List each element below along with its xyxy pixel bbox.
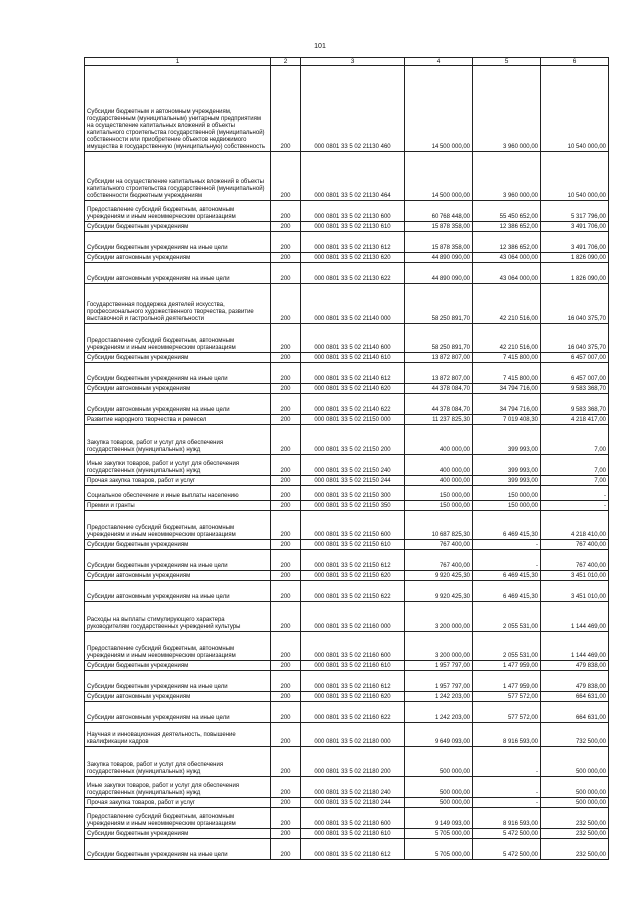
row-executed: 399 993,00	[473, 425, 541, 455]
row-remaining: 664 631,00	[541, 702, 609, 723]
row-code: 200	[271, 571, 301, 581]
row-code: 200	[271, 363, 301, 384]
row-kbk: 000 0801 33 5 02 21180 610	[301, 829, 405, 839]
row-code: 200	[271, 152, 301, 201]
row-kbk: 000 0801 33 5 02 21160 000	[301, 602, 405, 632]
table-row	[85, 571, 609, 581]
row-remaining: 3 451 010,00	[541, 581, 609, 602]
row-kbk: 000 0801 33 5 02 21160 622	[301, 702, 405, 723]
row-remaining: 7,00	[541, 455, 609, 476]
row-code: 200	[271, 253, 301, 263]
row-name: Иные закупки товаров, работ и услуг для обеспечения государственных (муниципальных) нужд	[85, 777, 271, 798]
row-name: Научная и инновационная деятельность, повышение квалификации кадров	[85, 723, 271, 747]
row-executed: 399 993,00	[473, 476, 541, 486]
row-remaining: 767 400,00	[541, 550, 609, 571]
row-code: 200	[271, 702, 301, 723]
row-remaining: 16 040 375,70	[541, 284, 609, 324]
row-executed: 7 019 408,30	[473, 415, 541, 425]
row-approved: 767 400,00	[405, 550, 473, 571]
table-header-row	[85, 58, 609, 66]
row-kbk: 000 0801 33 5 02 21150 622	[301, 581, 405, 602]
table-row	[85, 661, 609, 671]
row-remaining: 3 491 706,00	[541, 232, 609, 253]
row-executed: 1 477 959,00	[473, 671, 541, 692]
row-executed: 577 572,00	[473, 702, 541, 723]
row-name: Премии и гранты	[85, 501, 271, 511]
row-name: Иные закупки товаров, работ и услуг для обеспечения государственных (муниципальных) нужд	[85, 455, 271, 476]
row-name: Субсидии бюджетным учреждениям	[85, 222, 271, 232]
row-executed: 43 064 000,00	[473, 263, 541, 284]
row-kbk: 000 0801 33 5 02 21150 620	[301, 571, 405, 581]
row-remaining: 232 500,00	[541, 829, 609, 839]
table-row	[85, 692, 609, 702]
row-remaining: 6 457 007,00	[541, 363, 609, 384]
row-code: 200	[271, 808, 301, 829]
row-name: Субсидии автономным учреждениям на иные цели	[85, 702, 271, 723]
row-executed: 34 794 716,00	[473, 384, 541, 394]
row-remaining: 4 218 410,00	[541, 511, 609, 540]
row-executed: 2 055 531,00	[473, 602, 541, 632]
row-name: Субсидии автономным учреждениям	[85, 253, 271, 263]
row-remaining: 232 500,00	[541, 808, 609, 829]
row-kbk: 000 0801 33 5 02 21140 600	[301, 324, 405, 353]
row-code: 200	[271, 201, 301, 222]
row-name: Субсидии бюджетным учреждениям	[85, 829, 271, 839]
table-row	[85, 747, 609, 777]
row-code: 200	[271, 425, 301, 455]
row-code: 200	[271, 540, 301, 550]
row-remaining: 9 583 368,70	[541, 384, 609, 394]
row-approved: 150 000,00	[405, 486, 473, 501]
column-header: 1	[85, 58, 271, 66]
page-number: 101	[314, 43, 326, 50]
table-row	[85, 353, 609, 363]
table-row	[85, 455, 609, 476]
table-row	[85, 476, 609, 486]
row-name: Развитие народного творчества и ремесел	[85, 415, 271, 425]
row-executed: 55 450 652,00	[473, 201, 541, 222]
row-executed: 7 415 800,00	[473, 363, 541, 384]
row-executed: 6 469 415,30	[473, 581, 541, 602]
row-name: Субсидии автономным учреждениям на иные цели	[85, 581, 271, 602]
row-code: 200	[271, 263, 301, 284]
row-approved: 58 250 891,70	[405, 284, 473, 324]
row-approved: 15 878 358,00	[405, 222, 473, 232]
row-name: Социальное обеспечение и иные выплаты населению	[85, 486, 271, 501]
row-code: 200	[271, 747, 301, 777]
row-kbk: 000 0801 33 5 02 21150 610	[301, 540, 405, 550]
row-kbk: 000 0801 33 5 02 21130 622	[301, 263, 405, 284]
row-kbk: 000 0801 33 5 02 21150 200	[301, 425, 405, 455]
row-code: 200	[271, 232, 301, 253]
row-executed: -	[473, 777, 541, 798]
row-kbk: 000 0801 33 5 02 21150 350	[301, 501, 405, 511]
row-kbk: 000 0801 33 5 02 21180 240	[301, 777, 405, 798]
table-row	[85, 671, 609, 692]
row-name: Субсидии автономным учреждениям	[85, 692, 271, 702]
row-remaining: 6 457 007,00	[541, 353, 609, 363]
row-name: Государственная поддержка деятелей искусства, профессионального художественного творчества, развитие выставочной и гастрольной деятельности	[85, 284, 271, 324]
row-code: 200	[271, 324, 301, 353]
table-row	[85, 415, 609, 425]
row-remaining: -	[541, 501, 609, 511]
row-remaining: 1 826 090,00	[541, 263, 609, 284]
row-code: 200	[271, 284, 301, 324]
column-header: 2	[271, 58, 301, 66]
row-kbk: 000 0801 33 5 02 21140 622	[301, 394, 405, 415]
row-approved: 10 687 825,30	[405, 511, 473, 540]
row-kbk: 000 0801 33 5 02 21160 600	[301, 632, 405, 661]
row-approved: 9 920 425,30	[405, 581, 473, 602]
row-approved: 5 705 000,00	[405, 839, 473, 860]
row-kbk: 000 0801 33 5 02 21130 600	[301, 201, 405, 222]
table-row	[85, 253, 609, 263]
row-remaining: 9 583 368,70	[541, 394, 609, 415]
row-kbk: 000 0801 33 5 02 21150 240	[301, 455, 405, 476]
row-approved: 5 705 000,00	[405, 829, 473, 839]
table-row	[85, 284, 609, 324]
table-row	[85, 777, 609, 798]
row-approved: 150 000,00	[405, 501, 473, 511]
row-approved: 9 149 093,00	[405, 808, 473, 829]
column-header: 6	[541, 58, 609, 66]
row-remaining: 3 491 706,00	[541, 222, 609, 232]
row-approved: 1 242 203,00	[405, 692, 473, 702]
row-name: Закупка товаров, работ и услуг для обеспечения государственных (муниципальных) нужд	[85, 425, 271, 455]
row-approved: 14 500 000,00	[405, 152, 473, 201]
table-row	[85, 222, 609, 232]
table-row	[85, 550, 609, 571]
row-executed: 5 472 500,00	[473, 829, 541, 839]
row-approved: 15 878 358,00	[405, 232, 473, 253]
row-kbk: 000 0801 33 5 02 21160 610	[301, 661, 405, 671]
row-kbk: 000 0801 33 5 02 21130 460	[301, 66, 405, 152]
table-row	[85, 501, 609, 511]
row-kbk: 000 0801 33 5 02 21130 610	[301, 222, 405, 232]
row-name: Субсидии бюджетным учреждениям	[85, 661, 271, 671]
row-code: 200	[271, 222, 301, 232]
table-body	[85, 58, 609, 860]
row-executed: 8 916 593,00	[473, 723, 541, 747]
row-kbk: 000 0801 33 5 02 21180 612	[301, 839, 405, 860]
row-kbk: 000 0801 33 5 02 21130 464	[301, 152, 405, 201]
row-code: 200	[271, 798, 301, 808]
row-name: Прочая закупка товаров, работ и услуг	[85, 798, 271, 808]
table-row	[85, 540, 609, 550]
table-row	[85, 363, 609, 384]
row-remaining: 10 540 000,00	[541, 152, 609, 201]
row-code: 200	[271, 602, 301, 632]
row-executed: 42 210 516,00	[473, 284, 541, 324]
row-executed: -	[473, 798, 541, 808]
row-code: 200	[271, 723, 301, 747]
row-approved: 44 890 090,00	[405, 253, 473, 263]
row-code: 200	[271, 671, 301, 692]
row-approved: 1 957 797,00	[405, 661, 473, 671]
row-executed: 7 415 800,00	[473, 353, 541, 363]
row-executed: 2 055 531,00	[473, 632, 541, 661]
row-kbk: 000 0801 33 5 02 21140 612	[301, 363, 405, 384]
row-kbk: 000 0801 33 5 02 21160 612	[301, 671, 405, 692]
row-executed: 12 386 652,00	[473, 222, 541, 232]
table-row	[85, 232, 609, 253]
table-row	[85, 384, 609, 394]
row-remaining: -	[541, 486, 609, 501]
row-name: Субсидии бюджетным учреждениям на иные цели	[85, 363, 271, 384]
column-header: 4	[405, 58, 473, 66]
row-kbk: 000 0801 33 5 02 21140 610	[301, 353, 405, 363]
table-row	[85, 808, 609, 829]
row-name: Предоставление субсидий бюджетным, автономным учреждениям и иным некоммерческим организациям	[85, 632, 271, 661]
row-approved: 500 000,00	[405, 798, 473, 808]
row-approved: 13 872 807,00	[405, 363, 473, 384]
table-row	[85, 511, 609, 540]
row-kbk: 000 0801 33 5 02 21180 600	[301, 808, 405, 829]
row-name: Предоставление субсидий бюджетным, автономным учреждениям и иным некоммерческим организациям	[85, 511, 271, 540]
row-kbk: 000 0801 33 5 02 21180 244	[301, 798, 405, 808]
row-name: Субсидии бюджетным учреждениям на иные цели	[85, 839, 271, 860]
row-kbk: 000 0801 33 5 02 21160 620	[301, 692, 405, 702]
row-kbk: 000 0801 33 5 02 21150 300	[301, 486, 405, 501]
row-name: Прочая закупка товаров, работ и услуг	[85, 476, 271, 486]
row-name: Субсидии бюджетным учреждениям	[85, 540, 271, 550]
table-row	[85, 798, 609, 808]
row-code: 200	[271, 829, 301, 839]
row-approved: 400 000,00	[405, 476, 473, 486]
row-name: Субсидии на осуществление капитальных вложений в объекты капитального строительства государственной (муниципальной) собственности бюджетным учреждениям	[85, 152, 271, 201]
row-remaining: 7,00	[541, 476, 609, 486]
row-kbk: 000 0801 33 5 02 21130 620	[301, 253, 405, 263]
row-remaining: 767 400,00	[541, 540, 609, 550]
row-remaining: 479 838,00	[541, 671, 609, 692]
table-row	[85, 632, 609, 661]
row-kbk: 000 0801 33 5 02 21150 000	[301, 415, 405, 425]
column-header: 3	[301, 58, 405, 66]
row-name: Субсидии автономным учреждениям на иные цели	[85, 394, 271, 415]
row-executed: -	[473, 550, 541, 571]
row-name: Закупка товаров, работ и услуг для обеспечения государственных (муниципальных) нужд	[85, 747, 271, 777]
row-code: 200	[271, 394, 301, 415]
row-executed: 150 000,00	[473, 486, 541, 501]
table-row	[85, 702, 609, 723]
row-approved: 11 237 825,30	[405, 415, 473, 425]
row-name: Субсидии бюджетным учреждениям на иные цели	[85, 550, 271, 571]
row-remaining: 500 000,00	[541, 777, 609, 798]
row-code: 200	[271, 581, 301, 602]
row-approved: 13 872 807,00	[405, 353, 473, 363]
table-row	[85, 486, 609, 501]
row-code: 200	[271, 353, 301, 363]
row-approved: 500 000,00	[405, 777, 473, 798]
column-header: 5	[473, 58, 541, 66]
row-executed: 5 472 500,00	[473, 839, 541, 860]
row-name: Субсидии автономным учреждениям	[85, 384, 271, 394]
row-code: 200	[271, 476, 301, 486]
row-approved: 60 768 448,00	[405, 201, 473, 222]
row-remaining: 3 451 010,00	[541, 571, 609, 581]
row-name: Субсидии автономным учреждениям	[85, 571, 271, 581]
row-name: Субсидии бюджетным и автономным учреждениям, государственным (муниципальным) унитарным предприятиям на осуществление капитальных вложений в объекты капитального строительства государственной (муниципальной) собственности или приобретение объектов недвижимого имущества в государственную (муниципальную) собственность	[85, 66, 271, 152]
table-row	[85, 263, 609, 284]
row-code: 200	[271, 384, 301, 394]
table-row	[85, 581, 609, 602]
row-executed: -	[473, 747, 541, 777]
budget-table	[84, 57, 609, 860]
row-remaining: 4 218 417,00	[541, 415, 609, 425]
row-approved: 1 957 797,00	[405, 671, 473, 692]
row-code: 200	[271, 486, 301, 501]
row-name: Предоставление субсидий бюджетным, автономным учреждениям и иным некоммерческим организациям	[85, 201, 271, 222]
row-executed: 34 794 716,00	[473, 394, 541, 415]
row-executed: 1 477 959,00	[473, 661, 541, 671]
row-executed: 399 993,00	[473, 455, 541, 476]
row-remaining: 479 838,00	[541, 661, 609, 671]
row-code: 200	[271, 632, 301, 661]
table-row	[85, 324, 609, 353]
row-code: 200	[271, 550, 301, 571]
row-kbk: 000 0801 33 5 02 21150 244	[301, 476, 405, 486]
row-code: 200	[271, 415, 301, 425]
table-row	[85, 201, 609, 222]
row-approved: 400 000,00	[405, 425, 473, 455]
row-remaining: 1 144 469,00	[541, 632, 609, 661]
row-code: 200	[271, 777, 301, 798]
row-kbk: 000 0801 33 5 02 21180 200	[301, 747, 405, 777]
row-executed: -	[473, 540, 541, 550]
row-approved: 9 649 093,00	[405, 723, 473, 747]
row-remaining: 10 540 000,00	[541, 66, 609, 152]
row-remaining: 5 317 796,00	[541, 201, 609, 222]
table-row	[85, 66, 609, 152]
row-kbk: 000 0801 33 5 02 21130 612	[301, 232, 405, 253]
row-approved: 44 890 090,00	[405, 263, 473, 284]
row-remaining: 732 500,00	[541, 723, 609, 747]
row-code: 200	[271, 66, 301, 152]
row-remaining: 7,00	[541, 425, 609, 455]
row-approved: 767 400,00	[405, 540, 473, 550]
row-remaining: 1 826 090,00	[541, 253, 609, 263]
row-approved: 3 200 000,00	[405, 602, 473, 632]
row-executed: 150 000,00	[473, 501, 541, 511]
row-kbk: 000 0801 33 5 02 21140 620	[301, 384, 405, 394]
row-executed: 6 469 415,30	[473, 571, 541, 581]
row-name: Расходы на выплаты стимулирующего характера руководителям государственных учреждений культуры	[85, 602, 271, 632]
row-remaining: 1 144 469,00	[541, 602, 609, 632]
row-approved: 500 000,00	[405, 747, 473, 777]
row-name: Предоставление субсидий бюджетным, автономным учреждениям и иным некоммерческим организациям	[85, 808, 271, 829]
table-row	[85, 723, 609, 747]
row-code: 200	[271, 839, 301, 860]
row-name: Субсидии бюджетным учреждениям на иные цели	[85, 232, 271, 253]
table-row	[85, 829, 609, 839]
row-remaining: 500 000,00	[541, 747, 609, 777]
row-approved: 44 378 084,70	[405, 394, 473, 415]
row-kbk: 000 0801 33 5 02 21140 000	[301, 284, 405, 324]
row-approved: 44 378 084,70	[405, 384, 473, 394]
row-approved: 400 000,00	[405, 455, 473, 476]
row-executed: 43 064 000,00	[473, 253, 541, 263]
row-executed: 577 572,00	[473, 692, 541, 702]
table-row	[85, 425, 609, 455]
row-name: Субсидии бюджетным учреждениям	[85, 353, 271, 363]
row-remaining: 16 040 375,70	[541, 324, 609, 353]
row-code: 200	[271, 511, 301, 540]
row-kbk: 000 0801 33 5 02 21150 600	[301, 511, 405, 540]
row-executed: 6 469 415,30	[473, 511, 541, 540]
row-approved: 1 242 203,00	[405, 702, 473, 723]
row-kbk: 000 0801 33 5 02 21180 000	[301, 723, 405, 747]
table-row	[85, 394, 609, 415]
row-executed: 42 210 516,00	[473, 324, 541, 353]
row-executed: 8 916 593,00	[473, 808, 541, 829]
row-executed: 12 386 652,00	[473, 232, 541, 253]
row-kbk: 000 0801 33 5 02 21150 612	[301, 550, 405, 571]
row-approved: 3 200 000,00	[405, 632, 473, 661]
table-row	[85, 839, 609, 860]
table-row	[85, 152, 609, 201]
row-name: Субсидии бюджетным учреждениям на иные цели	[85, 671, 271, 692]
row-code: 200	[271, 661, 301, 671]
row-remaining: 500 000,00	[541, 798, 609, 808]
row-code: 200	[271, 455, 301, 476]
row-name: Предоставление субсидий бюджетным, автономным учреждениям и иным некоммерческим организациям	[85, 324, 271, 353]
row-executed: 3 960 000,00	[473, 152, 541, 201]
row-code: 200	[271, 692, 301, 702]
row-approved: 14 500 000,00	[405, 66, 473, 152]
row-approved: 9 920 425,30	[405, 571, 473, 581]
row-name: Субсидии автономным учреждениям на иные цели	[85, 263, 271, 284]
row-executed: 3 960 000,00	[473, 66, 541, 152]
row-code: 200	[271, 501, 301, 511]
row-remaining: 232 500,00	[541, 839, 609, 860]
row-remaining: 664 631,00	[541, 692, 609, 702]
table-row	[85, 602, 609, 632]
row-approved: 58 250 891,70	[405, 324, 473, 353]
